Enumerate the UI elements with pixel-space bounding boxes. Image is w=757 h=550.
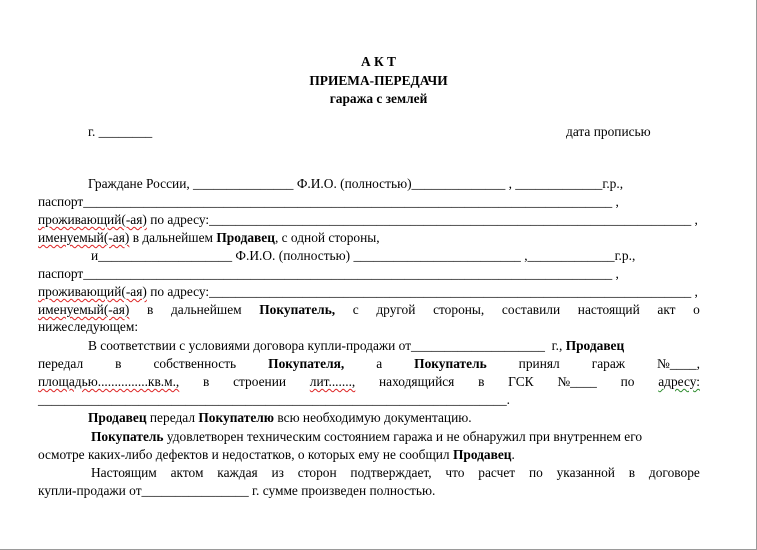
- p2-rest: всю необходимую документацию.: [274, 410, 472, 425]
- seller-address-line[interactable]: [38, 211, 698, 228]
- p1-line1[interactable]: [88, 337, 624, 354]
- p1-address-label: адресу:: [658, 374, 700, 389]
- buyer-named-word: в: [146, 302, 154, 317]
- p4-word: каждая: [217, 465, 258, 480]
- p3-role: Покупатель: [91, 429, 164, 444]
- p1-word: ГСК: [508, 374, 534, 389]
- seller-address-label: проживающий(-ая): [38, 212, 147, 227]
- p4-word: актом: [170, 465, 204, 480]
- p1-garage-number[interactable]: №____,: [657, 356, 700, 371]
- seller-passport-line[interactable]: паспорт_______________________________________________________________________________ ,: [38, 194, 619, 209]
- p2-line: [88, 409, 472, 426]
- buyer-named-word: стороны,: [433, 302, 485, 317]
- p1-building-field[interactable]: лит.......,: [309, 374, 356, 389]
- p4-word: Настоящим: [91, 465, 157, 480]
- buyer-named-word: именуемый(-ая): [38, 302, 130, 317]
- p3-rest: удовлетворен техническим состоянием гаража и не обнаружил при внутреннем его: [163, 429, 643, 444]
- p4-line2[interactable]: купли-продажи от________________ г. сумме произведен полностью.: [38, 483, 436, 498]
- p2-mid: передал: [146, 410, 199, 425]
- seller-role: Продавец: [216, 230, 275, 245]
- p3-line1: [91, 428, 642, 445]
- p1-line1-role: Продавец: [565, 338, 625, 353]
- p4-word: что: [445, 465, 465, 480]
- buyer-named-tail: нижеследующем:: [38, 319, 139, 334]
- p3-line2: [38, 446, 515, 463]
- doc-subtitle: ПРИЕМА-ПЕРЕДАЧИ: [309, 73, 448, 88]
- p4-line1: [91, 464, 700, 481]
- doc-title: А К Т: [360, 54, 396, 69]
- p4-word: договоре: [648, 465, 700, 480]
- seller-citizens-line[interactable]: Граждане России, _______________ Ф.И.О. (полностью)______________ , _____________г.р.,: [88, 176, 624, 191]
- p2-role-seller: Продавец: [88, 410, 147, 425]
- buyer-named-word: акт: [657, 302, 676, 317]
- buyer-role: Покупатель,: [259, 302, 336, 317]
- seller-named-mid: в дальнейшем: [129, 230, 217, 245]
- buyer-named-word: другой: [376, 302, 416, 317]
- buyer-address-rest: по адресу:________________________________________________________________________ ,: [146, 284, 698, 299]
- p1-word: собственность: [153, 356, 237, 371]
- p1-line2[interactable]: [38, 355, 700, 372]
- p1-word: в: [203, 374, 210, 389]
- buyer-named-word: о: [693, 302, 700, 317]
- p1-word: строении: [233, 374, 287, 389]
- seller-named-line: [38, 229, 380, 246]
- p1-word: по: [620, 374, 635, 389]
- p1-gsk-number[interactable]: №____: [557, 374, 597, 389]
- buyer-address-label: проживающий(-ая): [38, 284, 147, 299]
- p4-word: указанной: [556, 465, 615, 480]
- p1-address-line[interactable]: ______________________________________________________________________.: [38, 392, 511, 407]
- p1-word-role: Покупателя,: [268, 356, 345, 371]
- buyer-named-word: настоящий: [577, 302, 640, 317]
- p4-word: из: [271, 465, 284, 480]
- buyer-named-word: с: [352, 302, 359, 317]
- p1-word: передал: [38, 356, 84, 371]
- p3-line2-end: .: [511, 447, 515, 462]
- seller-named-suffix: , с одной стороны,: [274, 230, 380, 245]
- doc-subject: гаража с землей: [329, 91, 428, 106]
- p4-word: расчет: [478, 465, 516, 480]
- buyer-and-line[interactable]: и____________________ Ф.И.О. (полностью) _________________________ ,_____________г.р.,: [91, 248, 636, 263]
- date-field[interactable]: дата прописью: [566, 124, 651, 139]
- p4-word: сторон: [297, 465, 337, 480]
- seller-address-rest: по адресу:________________________________________________________________________ ,: [146, 212, 698, 227]
- p4-word: подтверждает,: [350, 465, 432, 480]
- seller-named-prefix: именуемый(-ая): [38, 230, 130, 245]
- p1-line3[interactable]: [38, 373, 700, 390]
- p1-word: в: [478, 374, 485, 389]
- p1-word: в: [115, 356, 122, 371]
- p4-word: в: [628, 465, 636, 480]
- p1-line1-text: В соответствии с условиями договора купли-продажи от____________________ г.,: [88, 338, 566, 353]
- buyer-named-word: составили: [501, 302, 561, 317]
- p2-role-buyer: Покупателю: [198, 410, 275, 425]
- p1-word: принял: [518, 356, 560, 371]
- buyer-named-line: [38, 301, 700, 318]
- p3-line2-role: Продавец: [452, 447, 512, 462]
- city-field[interactable]: г. ________: [88, 124, 153, 139]
- p1-word-role: Покупатель: [414, 356, 487, 371]
- p1-area-field[interactable]: площадью...............кв.м.,: [38, 374, 180, 389]
- p1-word: гараж: [591, 356, 626, 371]
- buyer-passport-line[interactable]: паспорт_______________________________________________________________________________ ,: [38, 266, 619, 281]
- p1-word: находящийся: [379, 374, 455, 389]
- buyer-address-line[interactable]: [38, 283, 698, 300]
- p3-line2-text: осмотре каких-либо дефектов и недостатков, о которых ему не сообщил: [38, 447, 453, 462]
- p1-word: а: [376, 356, 383, 371]
- p4-word: по: [528, 465, 543, 480]
- buyer-named-word: дальнейшем: [170, 302, 242, 317]
